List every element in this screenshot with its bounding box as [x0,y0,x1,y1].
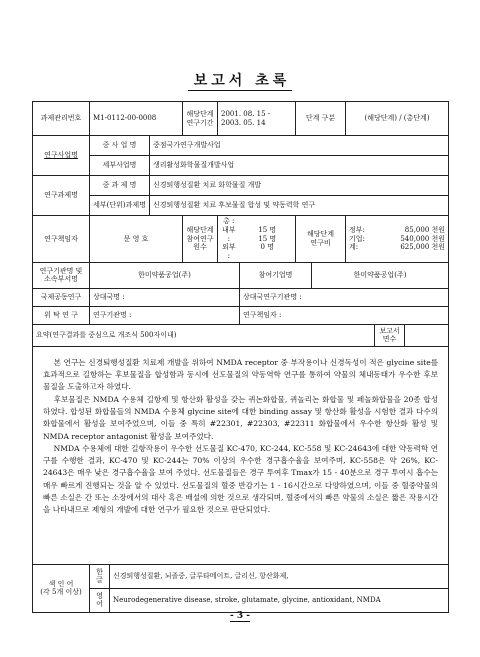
pages-value [405,324,449,346]
project-detail-label: 세부(단위)과제명 [90,196,150,216]
researcher-count-label: 해당단계 참여연구원수 [183,216,218,263]
partner-value: 한미약품공업(주) [312,262,449,288]
report-title: 보고서 초록 [0,70,480,90]
researcher-name: 문 영 호 [90,216,183,263]
summary-header-row [33,324,449,346]
project-detail-row [33,196,449,216]
business-group-label: 연구사업명 [33,136,90,176]
consign-inst: 연구기관명 : [90,306,240,324]
stage-value: (해당단계) / (총단계) [346,102,449,136]
keywords-en-value: Neurodegenerative disease, stroke, glutamate, glycine, antioxidant, NMDA [110,588,449,612]
period-value: 2001. 08. 15 - 2003. 05. 14 [218,102,296,136]
report-abstract-table [32,101,449,613]
researcher-row [33,216,449,263]
keywords-ko-row [33,564,449,588]
researcher-count-labels: 총 : 내부 : 외부 : [218,216,240,263]
project-group-label: 연구과제명 [33,176,90,216]
budget-values: 85,000 천원 540,000 천원 625,000 천원 [375,216,449,263]
project-detail-value: 신경퇴행성질환 치료 후보물질 합성 및 약동력학 연구 [150,196,449,216]
keywords-ko-label: 한 글 [90,564,110,588]
project-main-row [33,176,449,196]
business-detail-value: 생리활성화학물질개발사업 [150,156,449,176]
summary-paragraph: 후보물질은 NMDA 수용체 길항제 및 항산화 활성을 갖는 퀴논화합물, 퀴놀리논 화합물 및 페놀화합물을 20종 합성하였다. 합성된 화합물들의 NMDA 수용체 glycine site에 대한 binding assay 및 항산화 활성을 시험한 결과 다수의 화합물에서 활성을 보여주었으며, 이들 중 특히 #22301, #22303, #22311 화합물에서 우수한 항산화 활성 및 NMDA receptor antagonist 활성을 보여주었다. [43,394,439,441]
partner-label: 참여기업명 [240,262,312,288]
org-label: 연구기관명 및 소속부서명 [33,262,90,288]
project-main-label: 중 과 제 명 [90,176,150,196]
business-detail-label: 세부사업명 [90,156,150,176]
header-row [33,102,449,136]
intl-country: 상대국명 : [90,288,240,306]
summary-paragraph: 본 연구는 신경퇴행성질환 치료제 개발을 위하여 NMDA receptor 중 부작용이나 신경독성이 적은 glycine site를 효과적으로 길항하는 후보물질을 합성함과 동시에 선도물질의 약동역학 연구를 통하여 약물의 체내동태가 우수한 후보물질을 도출하고자 하였다. [43,357,439,392]
business-main-row [33,136,449,156]
keywords-ko-value: 신경퇴행성질환, 뇌졸중, 글루타메이트, 글리신, 항산화제, [110,564,449,588]
business-detail-row [33,156,449,176]
business-main-value: 중점국가연구개발사업 [150,136,449,156]
summary-paragraph: NMDA 수용체에 대한 길항작용이 우수한 선도물질 KC-470, KC-244, KC-558 및 KC-24643에 대한 약동력학 연구를 수행한 결과, KC-470 및 KC-244는 70% 이상의 우수한 경구흡수율을 보여주며, KC-558은 약 26%, KC-24643은 매우 낮은 경구흡수율을 보여 주었다. 선도물질들은 경구 투여후 Tmax가 15 - 40분으로 경구 투여시 흡수는 매우 빠르게 진행되는 것을 알 수 있었다. 선도물질의 혈중 반감기는 1 - 16시간으로 다양하였으며, 이들 중 혈중약물의 빠른 소실은 간 또는 소장에서의 대사 혹은 배설에 의한 것으로 생각되며, 혈중에서의 빠른 약물의 소실은 짧은 작용시간을 나타내므로 제형의 개발에 대한 연구가 필요한 것으로 판단되었다. [43,443,439,515]
project-main-value: 신경퇴행성질환 치료 화학물질 개발 [150,176,449,196]
budget-labels: 정부: 기업: 계: [346,216,375,263]
org-name: 한미약품공업(주) [90,262,240,288]
org-row [33,262,449,288]
summary-body-row [33,346,449,564]
researcher-count-values: 15 명 15 명 0 명 [240,216,296,263]
period-label: 해당단계 연구기간 [183,102,218,136]
consign-label: 위 탁 연 구 [33,306,90,324]
intl-row [33,288,449,306]
consign-row [33,306,449,324]
intl-inst: 상대국연구기관명 : [240,288,449,306]
stage-label: 단계 구분 [296,102,346,136]
pages-label: 보고서 면수 [375,324,405,346]
researcher-label: 연구책임자 [33,216,90,263]
summary-body [33,346,449,564]
keywords-en-row [33,588,449,612]
keywords-label: 색 인 어 (각 5개 이상) [33,564,90,612]
budget-label: 해당단계 연구비 [296,216,346,263]
business-main-label: 중 사 업 명 [90,136,150,156]
consign-leader: 연구책임자 : [240,306,449,324]
mgmt-no-label: 과제관리번호 [33,102,90,136]
page-number: - 3 - [230,611,250,621]
keywords-en-label: 영 어 [90,588,110,612]
summary-label: 요약(연구결과를 중심으로 개조식 500자이내) [33,324,375,346]
mgmt-no-value: M1-0112-00-0008 [90,102,183,136]
intl-label: 국제공동연구 [33,288,90,306]
